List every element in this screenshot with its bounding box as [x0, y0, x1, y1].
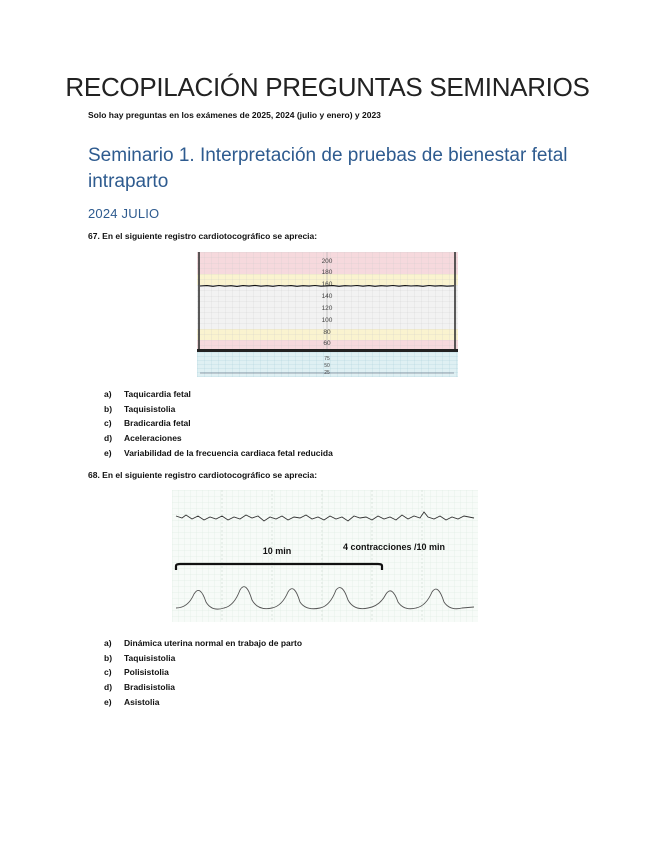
y-label-180: 180 — [321, 269, 333, 276]
y-label-160: 160 — [321, 281, 333, 288]
document-title: RECOPILACIÓN PREGUNTAS SEMINARIOS — [65, 72, 590, 102]
option-68-d[interactable]: d) Bradisistolia — [104, 682, 176, 693]
lower-label-75: 75 — [324, 356, 330, 362]
option-67-b[interactable]: b) Taquisistolia — [104, 403, 176, 414]
question-67-text: 67. En el siguiente registro cardiotocográfico se aprecia: — [88, 231, 318, 241]
y-label-140: 140 — [321, 293, 333, 300]
lower-label-25: 25 — [324, 370, 330, 376]
ten-min-label: 10 min — [262, 546, 292, 556]
y-label-60: 60 — [323, 340, 331, 347]
y-label-80: 80 — [323, 329, 331, 336]
option-67-a[interactable]: a) Taquicardia fetal — [104, 389, 191, 400]
year-heading: 2024 JULIO — [88, 206, 160, 221]
option-68-c[interactable]: c) Polisistolia — [104, 667, 169, 678]
contractions-label: 4 contracciones /10 min — [342, 542, 446, 552]
y-label-100: 100 — [321, 317, 333, 324]
option-68-b[interactable]: b) Taquisistolia — [104, 652, 176, 663]
seminar-heading: Seminario 1. Interpretación de pruebas de bienestar fetal intraparto — [88, 145, 568, 192]
option-68-e[interactable]: e) Asistolia — [104, 696, 160, 707]
ctg-figure-68 — [172, 490, 478, 622]
option-67-c[interactable]: c) Bradicardia fetal — [104, 418, 191, 429]
lower-label-50: 50 — [324, 363, 330, 369]
y-label-120: 120 — [321, 305, 333, 312]
question-68-options — [104, 636, 302, 709]
question-67-options — [104, 387, 333, 460]
option-67-e[interactable]: e) Variabilidad de la frecuencia cardiaca fetal reducida — [104, 447, 333, 458]
question-68-text: 68. En el siguiente registro cardiotocográfico se aprecia: — [88, 470, 318, 480]
exam-note: Solo hay preguntas en los exámenes de 2025, 2024 (julio y enero) y 2023 — [88, 110, 381, 120]
option-67-d[interactable]: d) Aceleraciones — [104, 433, 182, 444]
y-label-200: 200 — [321, 258, 333, 265]
option-68-a[interactable]: a) Dinámica uterina normal en trabajo de parto — [104, 638, 303, 649]
ctg-figure-67 — [197, 252, 458, 377]
